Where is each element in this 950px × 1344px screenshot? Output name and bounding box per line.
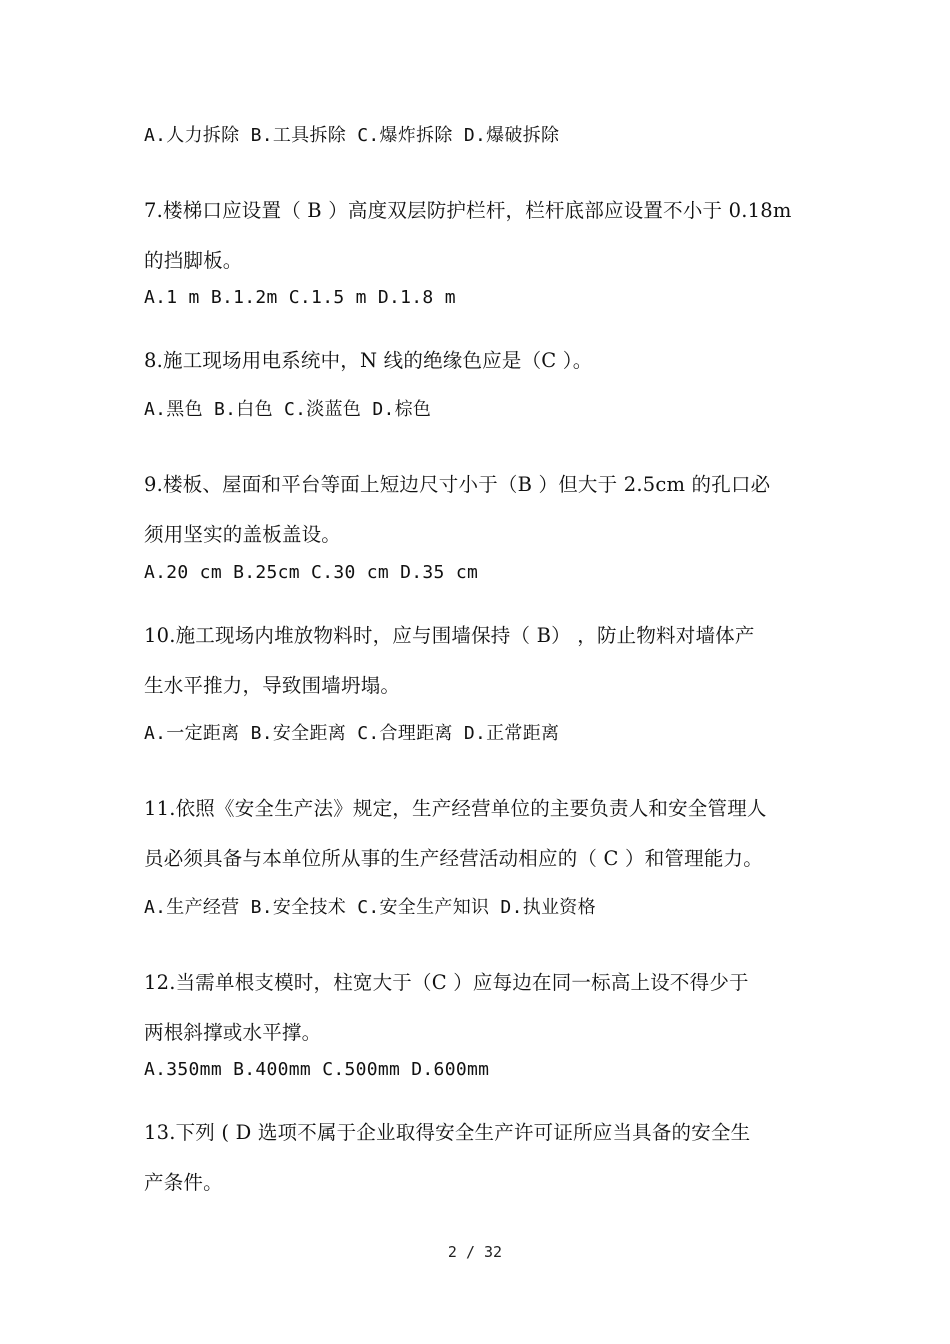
question-9-line-2: 须用坚实的盖板盖设。 — [144, 523, 342, 546]
question-7-options: A.1 m B.1.2m C.1.5 m D.1.8 m — [144, 287, 456, 308]
question-10-line-2: 生水平推力，导致围墙坍塌。 — [144, 674, 401, 697]
question-12-options: A.350mm B.400mm C.500mm D.600mm — [144, 1059, 490, 1080]
question-11-line-1: 11.依照《安全生产法》规定，生产经营单位的主要负责人和安全管理人 — [144, 797, 767, 820]
question-13-line-1: 13.下列 ( D 选项不属于企业取得安全生产许可证所应当具备的安全生 — [144, 1121, 751, 1144]
question-10-options: A.一定距离 B.安全距离 C.合理距离 D.正常距离 — [144, 723, 560, 744]
options-line: A.人力拆除 B.工具拆除 C.爆炸拆除 D.爆破拆除 — [144, 125, 560, 146]
question-10-line-1: 10.施工现场内堆放物料时，应与围墙保持（ B） ，防止物料对墙体产 — [144, 624, 755, 647]
page-number: 2 / 32 — [447, 1243, 503, 1261]
question-12-line-2: 两根斜撑或水平撑。 — [144, 1021, 322, 1044]
question-12-line-1: 12.当需单根支模时，柱宽大于（C ）应每边在同一标高上设不得少于 — [144, 971, 749, 994]
question-8-line-1: 8.施工现场用电系统中，N 线的绝缘色应是（C ）。 — [144, 349, 593, 372]
question-11-line-2: 员必须具备与本单位所从事的生产经营活动相应的（ C ）和管理能力。 — [144, 847, 763, 870]
question-7-line-1: 7.楼梯口应设置（ B ）高度双层防护栏杆，栏杆底部应设置不小于 0.18m — [144, 199, 792, 222]
question-9-line-1: 9.楼板、屋面和平台等面上短边尺寸小于（B ）但大于 2.5cm 的孔口必 — [144, 473, 771, 496]
question-11-options: A.生产经营 B.安全技术 C.安全生产知识 D.执业资格 — [144, 897, 596, 918]
question-13-line-2: 产条件。 — [144, 1171, 223, 1194]
question-9-options: A.20 cm B.25cm C.30 cm D.35 cm — [144, 562, 479, 583]
question-7-line-2: 的挡脚板。 — [144, 249, 243, 272]
question-8-options: A.黑色 B.白色 C.淡蓝色 D.棕色 — [144, 399, 432, 420]
